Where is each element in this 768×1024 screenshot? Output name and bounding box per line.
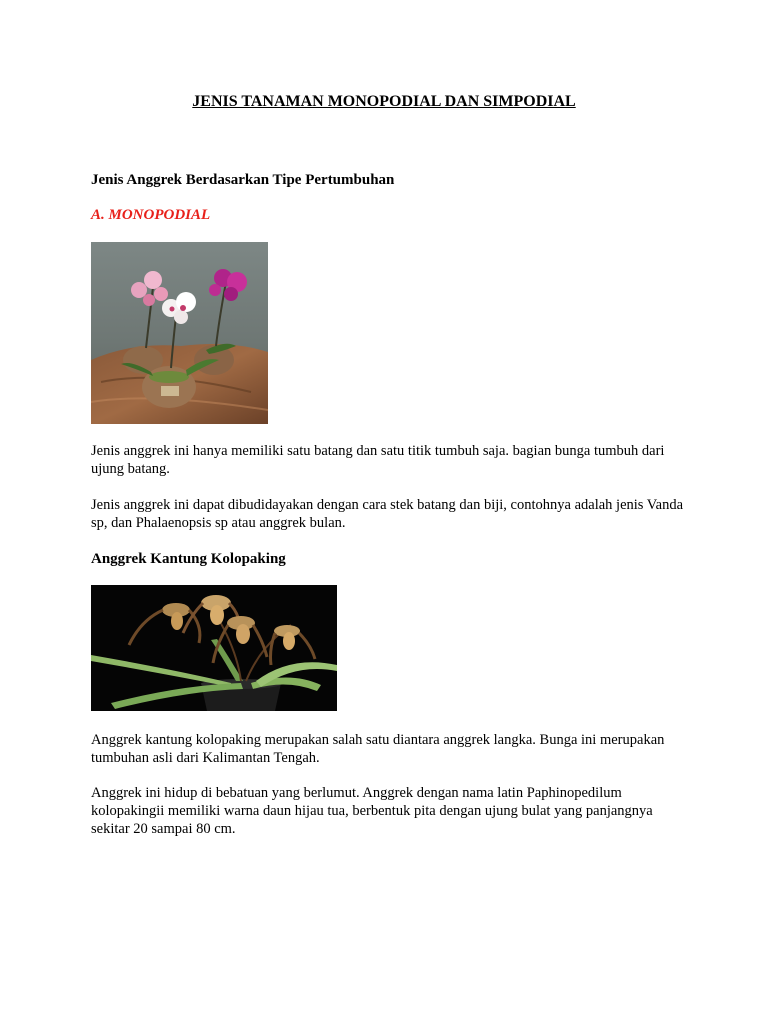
heading-anggrek-kantung-kolopaking: Anggrek Kantung Kolopaking — [91, 551, 286, 567]
paragraph-monopodial-cultivation: Jenis anggrek ini dapat dibudidayakan dengan cara stek batang dan biji, contohnya adalah jenis Vanda sp, dan Phalaenopsis sp atau anggrek bulan. — [91, 497, 684, 531]
page-title: JENIS TANAMAN MONOPODIAL DAN SIMPODIAL — [192, 93, 576, 110]
paragraph-kolopaking-rarity: Anggrek kantung kolopaking merupakan salah satu diantara anggrek langka. Bunga ini merupakan tumbuhan asli dari Kalimantan Tengah. — [91, 732, 665, 766]
kolopaking-orchid-photo — [91, 585, 337, 711]
subsection-heading-monopodial: A. MONOPODIAL — [91, 207, 211, 223]
section-heading: Jenis Anggrek Berdasarkan Tipe Pertumbuhan — [91, 172, 395, 188]
paragraph-monopodial-description: Jenis anggrek ini hanya memiliki satu batang dan satu titik tumbuh saja. bagian bunga tumbuh dari ujung batang. — [91, 443, 665, 477]
paragraph-kolopaking-habitat: Anggrek ini hidup di bebatuan yang berlumut. Anggrek dengan nama latin Paphinopedilum kolopakingii memiliki warna daun hijau tua, berbentuk pita dengan ujung bulat yang panjangnya sekitar 20 sampai 80 cm. — [91, 785, 653, 837]
phalaenopsis-orchid-photo — [91, 242, 268, 424]
